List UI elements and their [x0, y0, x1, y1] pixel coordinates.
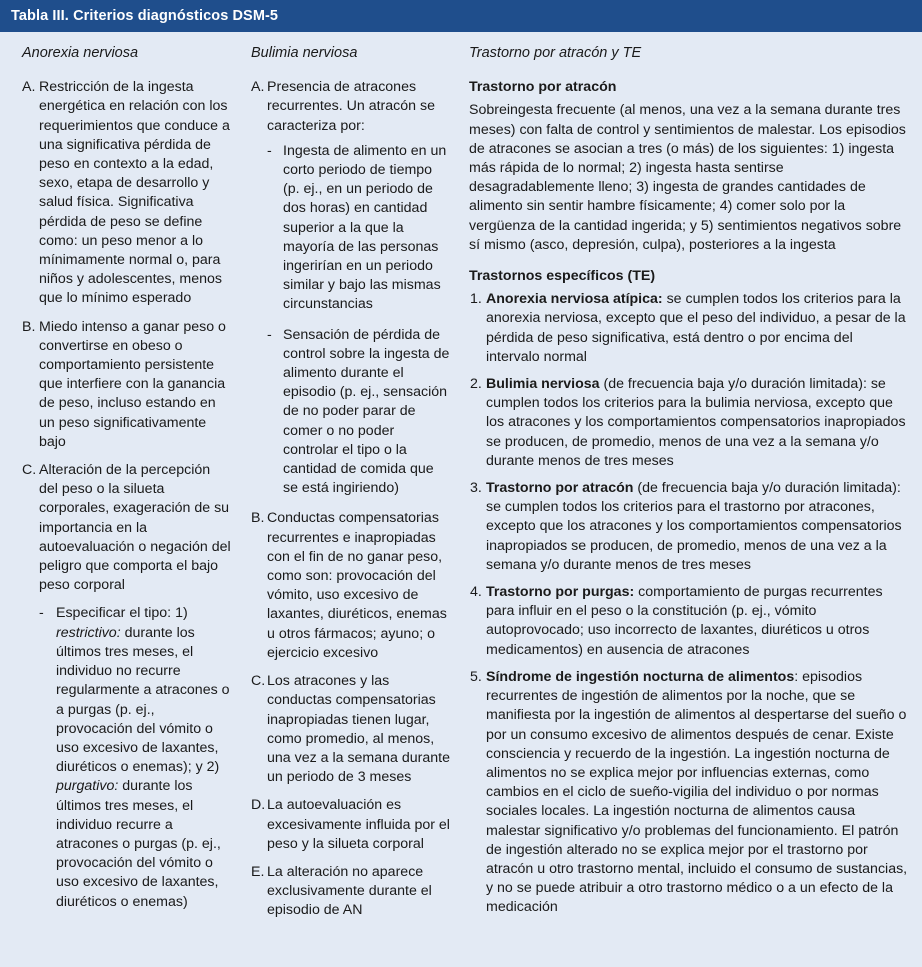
item-number: 1.: [470, 291, 482, 308]
criterion-text: Presencia de atracones recurrentes. Un atracón se caracteriza por:: [267, 79, 435, 134]
feature-text: Ingesta de alimento en un corto periodo de tiempo (p. ej., en un periodo de dos horas) en cantidad superior a la que la mayoría de las personas ingerirían en un periodo similar y bajo las mismas circunstancias: [283, 142, 447, 313]
item-number: 5.: [470, 668, 482, 685]
criterion-text: La autoevaluación es excesivamente influida por el peso y la silueta corporal: [267, 797, 450, 852]
criterion-label: E.: [251, 863, 265, 880]
subtype-text: Especificar el tipo: 1): [56, 605, 188, 622]
column-heading: Trastorno por atracón y TE: [469, 45, 642, 61]
criterion-text: Restricción de la ingesta energética en relación con los requerimientos que conduce a una significativa pérdida de peso en contexto a la edad, sexo, etapa de desarrollo y salud física. Significativa pérdida de peso se define como: un peso menor a lo mínimamente normal o, para niños y adolescentes, menos que lo mínimo esperado: [39, 79, 230, 307]
criterion-a: [251, 78, 451, 498]
criterion-label: C.: [22, 462, 37, 479]
criterion-label: A.: [22, 79, 36, 96]
subtype-purgative: purgativo:: [56, 778, 119, 795]
column-heading: Bulimia nerviosa: [251, 45, 358, 61]
item-text: comportamiento de purgas recurrentes para influir en el peso o la constitución (p. ej., vómito autoprovocado; uso incorrecto de laxantes, diuréticos u otros medicamentos) en ausencia de atracones: [486, 584, 883, 658]
criterion-text: Alteración de la percepción del peso o la silueta corporales, exageración de su importancia en la autoevaluación o negación del peligro que comporta el bajo peso corporal: [39, 462, 231, 594]
criterion-c: [22, 461, 232, 912]
item-number: 4.: [470, 584, 482, 601]
subtype-text: durante los últimos tres meses, el individuo recurre a atracones o purgas (p. ej., provocación del vómito o uso excesivo de laxantes, diuréticos o enemas): [56, 778, 221, 910]
criterion-b: [251, 509, 451, 663]
item-number: 2.: [470, 376, 482, 393]
criterion-label: B.: [251, 510, 265, 527]
item-text: : episodios recurrentes de ingestión de alimentos por la noche, que se manifiesta por la ingestión de alimentos al despertarse del sueño o por un consumo excesivo de alimentos después de cenar. Existe consciencia y recuerdo de la ingestión. La ingestión nocturna de alimentos no se explica mejor por influencias externas, como cambios en el ciclo de sueño-vigilia del individuo o por normas sociales locales. La ingestión nocturna de alimentos causa malestar significativo y/o problemas del funcionamiento. El patrón de ingestión alterado no se explica mejor por el trastorno por atracón u otro trastorno mental, incluido el consumo de sustancias, y no se puede atribuir a otro trastorno médico o a un efecto de la medicación: [486, 668, 908, 916]
column-bulimia: [251, 32, 451, 930]
criterion-c: [251, 672, 451, 787]
specific-disorder-5: [469, 668, 909, 918]
criterion-text: Conductas compensatorias recurrentes e inapropiadas con el fin de no ganar peso, como son: provocación del vómito, uso excesivo de laxantes, diuréticos, enemas u otros fármacos; ayuno; o ejercicio excesivo: [267, 510, 447, 661]
item-title: Trastorno por purgas:: [486, 584, 635, 601]
criteria-table: [0, 32, 922, 967]
column-anorexia: [22, 32, 232, 921]
criterion-a: [22, 78, 232, 308]
criterion-text: La alteración no aparece exclusivamente durante el episodio de AN: [267, 863, 432, 919]
binge-feature: [267, 142, 451, 315]
item-text: se cumplen todos los criterios para la anorexia nerviosa, excepto que el peso del individuo, a pesar de la pérdida de peso significativa, está dentro o por encima del intervalo normal: [486, 291, 906, 365]
criterion-d: [251, 796, 451, 854]
subtype-restrictive: restrictivo:: [56, 624, 121, 641]
section-paragraph: Sobreingesta frecuente (al menos, una vez a la semana durante tres meses) con falta de control y sentimientos de malestar. Los episodios de atracones se asocian a tres (o más) de los siguientes: 1) ingesta más rápida de lo normal; 2) ingesta hasta sentirse desagradablemente lleno; 3) ingesta de grandes cantidades de alimento sin sentir hambre físicamente; 4) comer solo por la vergüenza de la cantidad ingerida; y 5) sentimientos negativos sobre sí mismo (asco, depresión, culpa), posteriores a la ingesta: [469, 102, 906, 253]
binge-feature: [267, 326, 451, 499]
item-title: Síndrome de ingestión nocturna de alimentos: [486, 668, 795, 685]
criterion-e: [251, 863, 451, 921]
table-title: Tabla III. Criterios diagnósticos DSM-5: [0, 0, 922, 32]
dash-marker: -: [267, 142, 272, 159]
section-heading: Trastornos específicos (TE): [469, 268, 656, 285]
dash-marker: -: [39, 605, 44, 622]
item-title: Anorexia nerviosa atípica:: [486, 291, 663, 308]
item-number: 3.: [470, 480, 482, 497]
subtype-text: durante los últimos tres meses, el individuo no recurre regularmente a atracones o a purgas (p. ej., provocación del vómito o uso excesivo de laxantes, diuréticos o enemas); y 2): [56, 624, 230, 776]
feature-text: Sensación de pérdida de control sobre la ingesta de alimento durante el episodio (p. ej., sensación de no poder parar de comer o no poder controlar el tipo o la cantidad de comida que se está ingiriendo): [283, 326, 450, 497]
dash-marker: -: [267, 326, 272, 343]
column-heading: Anorexia nerviosa: [22, 45, 139, 61]
specific-disorder-1: [469, 290, 909, 367]
criterion-label: C.: [251, 673, 266, 690]
criterion-label: A.: [251, 79, 265, 96]
criterion-text: Los atracones y las conductas compensatorias inapropiadas tienen lugar, como promedio, al menos, una vez a la semana durante un periodo de 3 meses: [267, 673, 450, 786]
criterion-b: [22, 318, 232, 452]
item-title: Bulimia nerviosa: [486, 376, 600, 393]
criterion-label: D.: [251, 797, 266, 814]
item-title: Trastorno por atracón: [486, 480, 634, 497]
item-text: (de frecuencia baja y/o duración limitada): se cumplen todos los criterios para la bulimia nerviosa, excepto que los atracones y los comportamientos compensatorios inapropiados se producen, de promedio, menos de una vez a la semana y/o durante menos de tres meses: [486, 376, 906, 469]
criterion-label: B.: [22, 318, 36, 335]
specific-disorder-3: [469, 479, 909, 575]
section-heading: Trastorno por atracón: [469, 79, 617, 96]
specific-disorder-4: [469, 583, 909, 660]
criterion-text: Miedo intenso a ganar peso o convertirse en obeso o comportamiento persistente que interfiere con la ganancia de peso, incluso estando en un peso significativamente bajo: [39, 318, 226, 450]
specific-disorder-2: [469, 375, 909, 471]
item-text: (de frecuencia baja y/o duración limitada): se cumplen todos los criterios para el trastorno por atracones, excepto que los atracones y los comportamientos compensatorios inapropiados se producen, de promedio, menos de una vez a la semana y/o durante menos de tres meses: [486, 480, 902, 573]
column-binge-eating: [469, 32, 909, 926]
subtype-spec: [39, 604, 232, 911]
